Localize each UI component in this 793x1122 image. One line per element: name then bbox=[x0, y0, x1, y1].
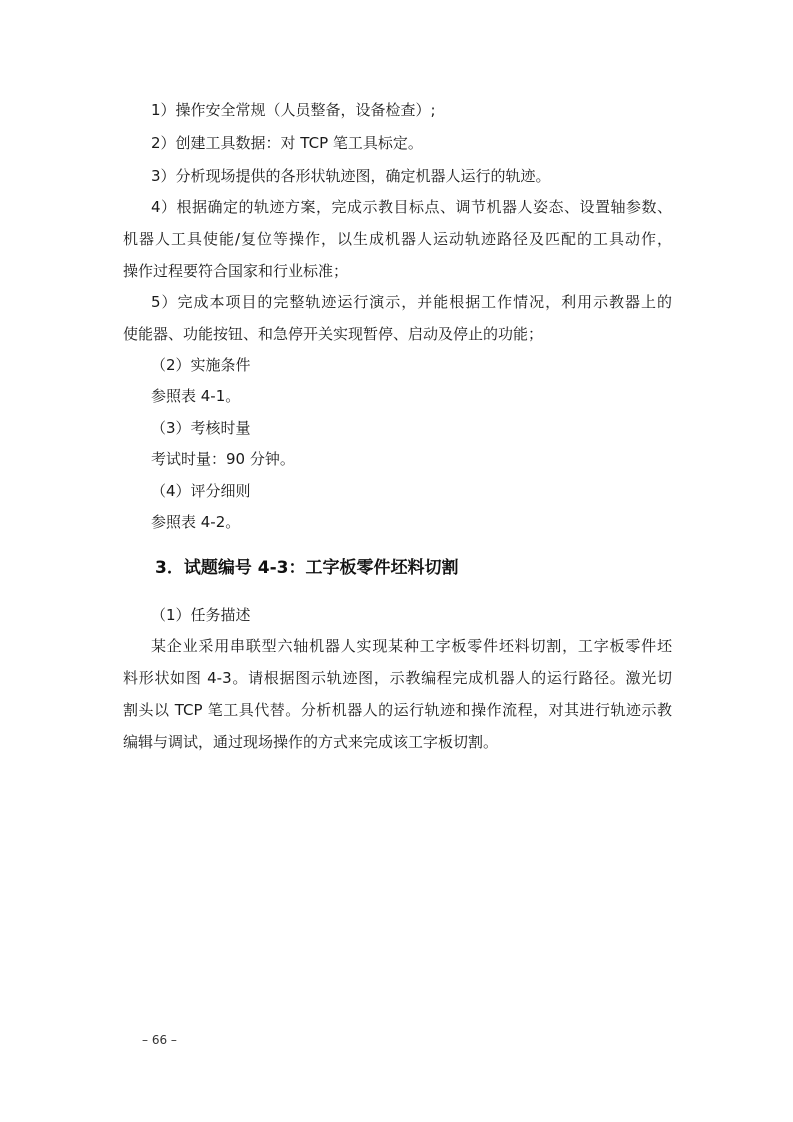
exam-heading: 3．试题编号 4-3：工字板零件坯料切割 bbox=[155, 558, 459, 578]
step-1: 1）操作安全常规（人员整备，设备检查）; bbox=[151, 101, 436, 119]
task-desc-line-4: 编辑与调试，通过现场操作的方式来完成该工字板切割。 bbox=[123, 733, 499, 751]
task-desc-line-1: 某企业采用串联型六轴机器人实现某种工字板零件坯料切割，工字板零件坯 bbox=[151, 637, 672, 655]
step-3: 3）分析现场提供的各形状轨迹图，确定机器人运行的轨迹。 bbox=[151, 167, 551, 185]
step-4-line-2: 机器人工具使能/复位等操作，以生成机器人运动轨迹路径及匹配的工具动作， bbox=[123, 230, 672, 248]
conditions-title: （2）实施条件 bbox=[151, 356, 251, 374]
step-4-line-1: 4）根据确定的轨迹方案，完成示教目标点、调节机器人姿态、设置轴参数、 bbox=[151, 198, 672, 216]
step-5-line-1: 5）完成本项目的完整轨迹运行演示，并能根据工作情况，利用示教器上的 bbox=[151, 293, 672, 311]
page-number: – 66 – bbox=[142, 1033, 177, 1047]
step-4-line-3: 操作过程要符合国家和行业标准； bbox=[123, 262, 349, 280]
task-title: （1）任务描述 bbox=[151, 606, 251, 624]
time-text: 考试时量：90 分钟。 bbox=[151, 450, 295, 468]
task-desc-line-2: 料形状如图 4-3。请根据图示轨迹图，示教编程完成机器人的运行路径。激光切 bbox=[123, 669, 672, 687]
task-desc-line-3: 割头以 TCP 笔工具代替。分析机器人的运行轨迹和操作流程，对其进行轨迹示教 bbox=[123, 701, 672, 719]
step-2: 2）创建工具数据：对 TCP 笔工具标定。 bbox=[151, 134, 423, 152]
conditions-text: 参照表 4-1。 bbox=[151, 387, 241, 405]
step-5-line-2: 使能器、功能按钮、和急停开关实现暂停、启动及停止的功能； bbox=[123, 325, 544, 343]
scoring-text: 参照表 4-2。 bbox=[151, 513, 241, 531]
scoring-title: （4）评分细则 bbox=[151, 482, 251, 500]
time-title: （3）考核时量 bbox=[151, 419, 251, 437]
